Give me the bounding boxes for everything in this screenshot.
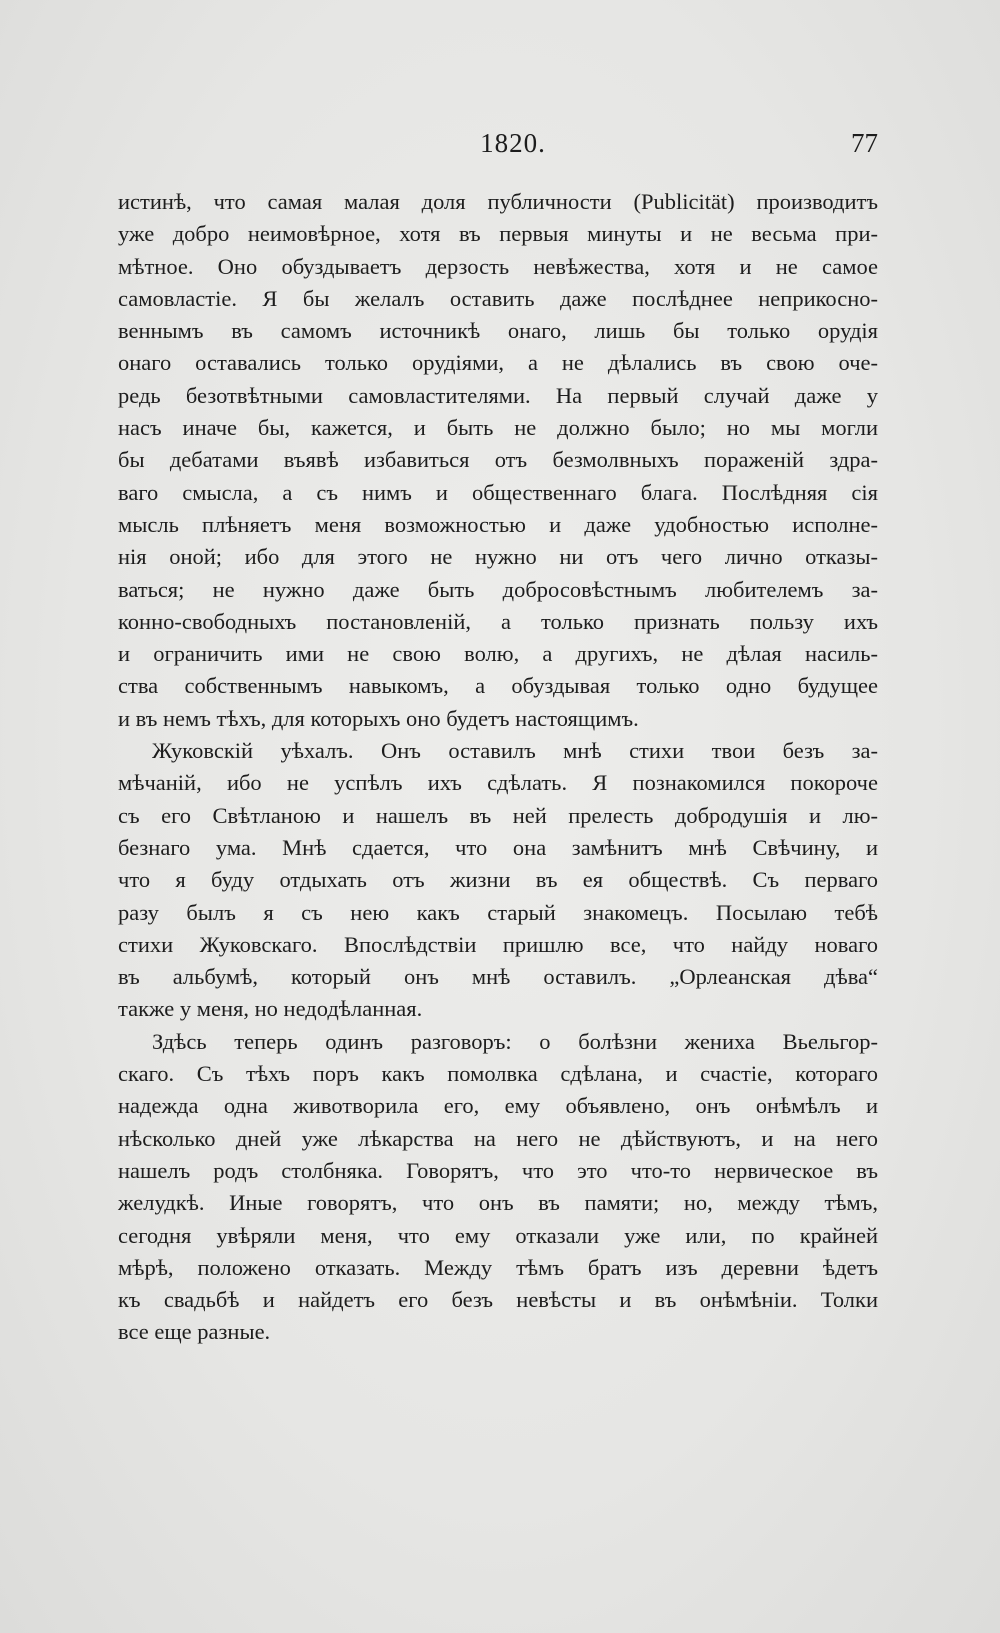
text-line: что я буду отдыхать отъ жизни въ ея обществѣ. Съ перваго	[118, 867, 878, 893]
text-line: мѣтное. Оно обуздываетъ дерзость невѣжества, хотя и не самое	[118, 253, 878, 279]
text-line: съ его Свѣтланою и нашелъ въ ней прелесть добродушія и лю-	[118, 802, 878, 828]
text-line: уже добро неимовѣрное, хотя въ первыя минуты и не весьма при-	[118, 221, 878, 247]
text-line: стихи Жуковскаго. Впослѣдствіи пришлю все, что найду новаго	[118, 931, 878, 957]
text-line: къ свадьбѣ и найдетъ его безъ невѣсты и въ онѣмѣніи. Толки	[118, 1287, 878, 1313]
text-line: и въ немъ тѣхъ, для которыхъ оно будетъ настоящимъ.	[118, 705, 639, 731]
text-line: безнаго ума. Мнѣ сдается, что она замѣнитъ мнѣ Свѣчину, и	[118, 834, 878, 860]
paragraph	[118, 1026, 878, 1349]
text-line: надежда одна животворила его, ему объявлено, онъ онѣмѣлъ и	[118, 1093, 878, 1119]
text-line: конно-свободныхъ постановленій, а только признать пользу ихъ	[118, 608, 878, 634]
text-line: самовластіе. Я бы желалъ оставить даже послѣднее неприкосно-	[118, 285, 878, 311]
text-line: въ альбумѣ, который онъ мнѣ оставилъ. „Орлеанская дѣва“	[118, 964, 878, 990]
text-line: Жуковскій уѣхалъ. Онъ оставилъ мнѣ стихи твои безъ за-	[152, 738, 878, 764]
text-line: мѣрѣ, положено отказать. Между тѣмъ братъ изъ деревни ѣдетъ	[118, 1254, 878, 1280]
text-line: Здѣсь теперь одинъ разговоръ: о болѣзни жениха Вьельгор-	[152, 1028, 878, 1054]
page-number: 77	[851, 128, 878, 158]
text-line: ваго смысла, а съ нимъ и общественнаго блага. Послѣдняя сія	[118, 479, 878, 505]
text-line: нѣсколько дней уже лѣкарства на него не дѣйствуютъ, и на него	[118, 1125, 878, 1151]
text-line: ства собственнымъ навыкомъ, а обуздывая только одно будущее	[118, 673, 878, 699]
text-line: сегодня увѣряли меня, что ему отказали уже или, по крайней	[118, 1222, 878, 1248]
text-line: редь безотвѣтными самовластителями. На первый случай даже у	[118, 382, 878, 408]
text-line: мѣчаній, ибо не успѣлъ ихъ сдѣлать. Я познакомился покороче	[118, 770, 878, 796]
body-text	[118, 186, 878, 1349]
text-line: насъ иначе бы, кажется, и быть не должно было; но мы могли	[118, 415, 878, 441]
text-line: и ограничить ими не свою волю, а другихъ, не дѣлая насиль-	[118, 641, 878, 667]
text-line: разу былъ я съ нею какъ старый знакомецъ. Посылаю тебѣ	[118, 899, 878, 925]
text-line: ваться; не нужно даже быть добросовѣстнымъ любителемъ за-	[118, 576, 878, 602]
text-line: нія оной; ибо для этого не нужно ни отъ чего лично отказы-	[118, 544, 878, 570]
text-line: бы дебатами въявѣ избавиться отъ безмолвныхъ пораженій здра-	[118, 447, 878, 473]
text-line: мысль плѣняетъ меня возможностью и даже удобностью исполне-	[118, 511, 878, 537]
text-line: также у меня, но недодѣланная.	[118, 996, 423, 1022]
text-line: скаго. Съ тѣхъ поръ какъ помолвка сдѣлана, и счастіе, котораго	[118, 1061, 878, 1087]
text-line: желудкѣ. Иные говорятъ, что онъ въ памяти; но, между тѣмъ,	[118, 1190, 878, 1216]
text-line: нашелъ родъ столбняка. Говорятъ, что это что-то нервическое въ	[118, 1157, 878, 1183]
paragraph	[118, 186, 878, 735]
text-line: онаго оставались только орудіями, а не дѣлались въ свою оче-	[118, 350, 878, 376]
running-head-year: 1820.	[480, 128, 546, 158]
text-line: истинѣ, что самая малая доля публичности (Publicität) производитъ	[118, 189, 878, 214]
page-header	[118, 128, 878, 168]
paragraph	[118, 735, 878, 1026]
text-line: все еще разные.	[118, 1319, 271, 1345]
text-line: веннымъ въ самомъ источникѣ онаго, лишь бы только орудія	[118, 318, 878, 344]
